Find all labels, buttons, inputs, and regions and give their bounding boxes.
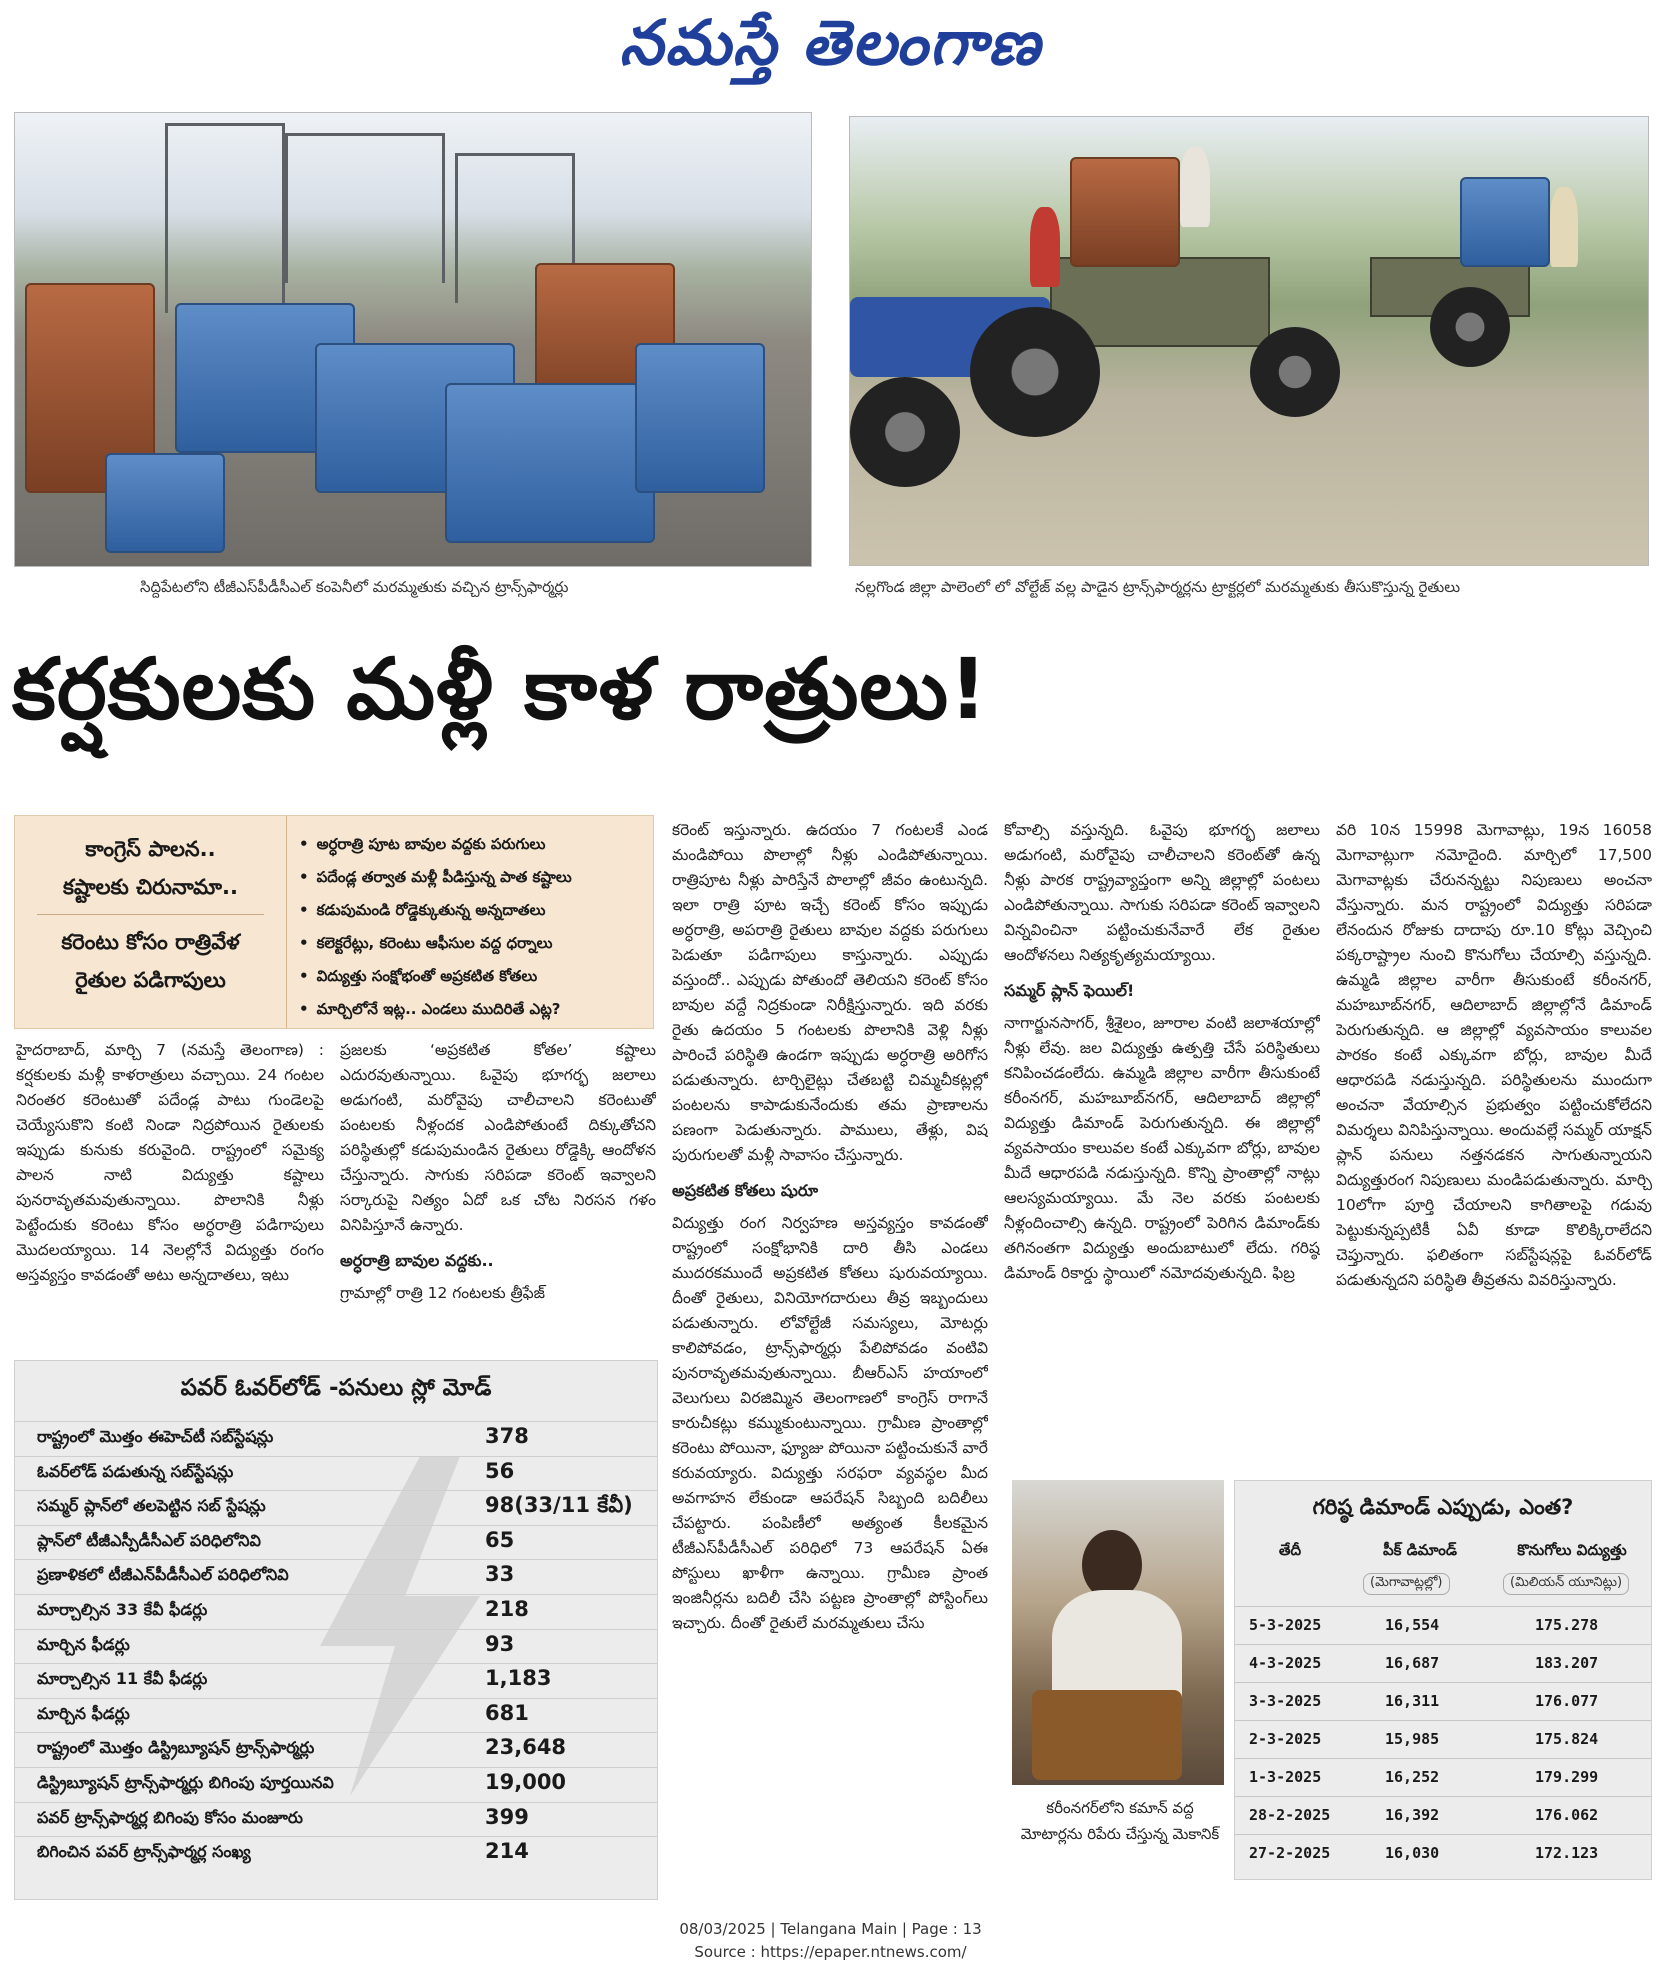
transformer-shape [445,383,655,543]
highlight-line: కష్టాలకు చిరునామా.. [63,875,238,899]
subheading: అర్ధరాత్రి బావుల వద్దకు.. [340,1251,494,1270]
table-row [15,1525,657,1560]
table-row [1235,1758,1651,1796]
cell-purchase: 183.207 [1535,1654,1599,1672]
farmer-figure [1030,207,1060,287]
row-value: 93 [485,1631,515,1656]
article-text: నాగార్జునసాగర్, శ్రీశైలం, జూరాల వంటి జలాశయాల్లో నీళ్లు లేవు. జల విద్యుత్తు ఉత్పత్తి చేసే పరిస్థితులు కనిపించడంలేదు. ఉమ్మడి జిల్లాల వారీగా తీసుకుంటే కరీంనగర్, మహబూబ్‌నగర్, ఆదిలాబాద్ జిల్లాల్లో విద్యుత్తు డిమాండ్ పెరుగుతున్నది. ఈ జిల్లాల్లో వ్యవసాయం కాలువల కంటే ఎక్కువగా బోర్లు, బావుల మీదే ఆధారపడి నడుస్తున్నది. కొన్ని ప్రాంతాల్లో నాట్లు ఆలస్యమయ్యాయి. మే నెల వరకు పంటలకు నీళ్లందించాల్సి ఉన్నది. రాష్ట్రంలో పెరిగిన డిమాండ్‌కు తగినంతగా విద్యుత్తు అందుబాటులో లేదు. గరిష్ఠ డిమాండ్ రికార్డు స్థాయిలో నమోదవుతున్నది. ఫిబ్ర [1004,1014,1320,1282]
row-value: 65 [485,1527,515,1552]
row-value: 214 [485,1839,529,1864]
photo-caption-right: నల్లగొండ జిల్లా పాలెంలో లో వోల్టేజ్ వల్ల పాడైన ట్రాన్స్‌ఫార్మర్లను ట్రాక్టర్లలో మరమ్మతుకు తీసుకొస్తున్న రైతులు [855,578,1461,596]
wheel-shape [970,307,1100,437]
column-unit-purchase: (మిలియన్ యూనిట్లు) [1503,1573,1629,1595]
row-label: ఓవర్‌లోడ్ పడుతున్న సబ్‌స్టేషన్లు [37,1461,234,1481]
highlight-line: కాంగ్రెస్ పాలన.. [85,837,216,861]
row-label: మార్చిన ఫీడర్లు [37,1703,130,1723]
article-column-4 [1004,818,1320,1458]
article-text: గ్రామాల్లో రాత్రి 12 గంటలకు త్రీఫేజ్ [340,1284,545,1302]
row-value: 399 [485,1804,529,1829]
table-row [1235,1682,1651,1720]
tower-shape [285,133,445,283]
table-row [1235,1606,1651,1644]
peak-demand-table [1234,1480,1652,1880]
bullet-item: • కలెక్టరేట్లు, కరెంటు ఆఫీసుల వద్ద ధర్నాలు [299,927,649,960]
substation-photo [14,112,812,567]
row-label: మార్చిన ఫీడర్లు [37,1634,130,1654]
cell-peak: 16,311 [1385,1692,1440,1710]
cell-purchase: 176.062 [1535,1806,1599,1824]
row-value: 33 [485,1562,515,1587]
row-value: 218 [485,1596,529,1621]
cell-purchase: 175.278 [1535,1616,1599,1634]
farmer-figure [1550,187,1578,267]
cell-peak: 16,392 [1385,1806,1440,1824]
row-value: 98(33/11 కేవీ) [485,1493,633,1518]
row-label: ప్రణాళికలో టీజీఎన్‌పీడీసీఎల్ పరిధిలోనివి [37,1565,289,1585]
footer-edition-line: 08/03/2025 | Telangana Main | Page : 13 [679,1920,982,1938]
cell-peak: 15,985 [1385,1730,1440,1748]
row-label: మార్చాల్సిన 33 కేవీ ఫీడర్లు [37,1599,208,1619]
table-row [15,1698,657,1733]
wheel-shape [1250,327,1340,417]
cell-date: 2-3-2025 [1249,1730,1322,1748]
highlight-box [14,815,654,1029]
highlight-line: కరెంటు కోసం రాత్రివేళ [61,930,240,954]
article-column-1 [16,1038,324,1348]
table-row [15,1732,657,1767]
transformer-shape [1460,177,1550,267]
cell-purchase: 176.077 [1535,1692,1599,1710]
bullet-item: • మార్చిలోనే ఇట్ల.. ఎండలు ముదిరితే ఎట్ల? [299,993,649,1026]
cell-date: 1-3-2025 [1249,1768,1322,1786]
column-header-date: తేదీ [1278,1541,1302,1559]
row-value: 378 [485,1424,529,1448]
article-text: ప్రజలకు ‘అప్రకటిత కోతల’ కష్టాలు ఎదురవుతున్నాయి. ఓవైపు భూగర్భ జలాలు అడుగంటి, మరోవైపు చాలీచాలని కరెంటుతో పంటలకు నీళ్లందక ఎండిపోతుంటే దిక్కుతోచని పరిస్థితుల్లో కడుపుమండిన రైతులు రోడ్డెక్కి ఆందోళన చేస్తున్నారు. సాగుకు సరిపడా కరెంట్ ఇవ్వాలని సర్కారుపై నిత్యం ఏదో ఒక చోట నిరసన గళం వినిపిస్తూనే ఉన్నారు. [340,1041,656,1234]
power-table-rows [15,1421,657,1871]
row-value: 1,183 [485,1666,552,1691]
footer-source-link[interactable]: Source : https://epaper.ntnews.com/ [694,1943,967,1961]
article-text: కరెంట్ ఇస్తున్నారు. ఉదయం 7 గంటలకే ఎండ మండిపోయి పొలాల్లో నీళ్లు ఎండిపోతున్నాయి. రాత్రిపూట నీళ్లు పారిస్తేనే పొలాల్లో జీవం ఉంటున్నది. ఇలా రాత్రి పూట ఇచ్చే కరెంట్ కోసం ఇప్పుడు అర్ధరాత్రి, అపరాత్రి రైతులు బావుల వద్దకు పరుగులు పెడుతూ పడిగాపులు కాస్తున్నారు. ఎప్పుడు వస్తుందో.. ఎప్పుడు పోతుందో తెలియని కరెంట్ కోసం బావుల వద్దే నిద్రకుండా నిరీక్షిస్తున్నారు. ఇది వరకు రైతు ఉదయం 5 గంటలకు పొలానికి వెళ్లి నీళ్లు పారించే పరిస్థితి ఉండగా ఇప్పుడు అర్ధరాత్రి అరిగోస పడుతున్నారు. టార్చిలైట్లు చేతబట్టి చిమ్మచీకట్లల్లో పంటలను కాపాడుకునేందుకు తమ ప్రాణాలను పణంగా పెడుతున్నారు. పాములు, తేళ్లు, విష పురుగులతో మళ్లీ సావాసం చేస్తున్నారు. [672,821,988,1164]
article-text: వరి 10న 15998 మెగావాట్లు, 19న 16058 మెగావాట్లుగా నమోదైంది. మార్చిలో 17,500 మెగావాట్లకు చేరునన్నట్టు నిపుణులు అంచనా వేస్తున్నారు. మన రాష్ట్రంలో విద్యుత్తు సరిపడా లేనందున రోజుకు దాదాపు రూ.10 కోట్లు వెచ్చించి పక్కరాష్ట్రాల నుంచి కొనుగోలు చేయాల్సి వస్తున్నది. ఉమ్మడి జిల్లాల వారీగా తీసుకుంటే కరీంనగర్, మహబూబ్‌నగర్, ఆదిలాబాద్ జిల్లాల్లోనే డిమాండ్ పెరుగుతున్నది. ఆ జిల్లాల్లో వ్యవసాయం కాలువల పారకం కంటే ఎక్కువగా బోర్లు, బావుల మీదే ఆధారపడి నడుస్తున్నది. పరిస్థితులను ముందుగా అంచనా వేయాల్సిన ప్రభుత్వం పట్టించుకోలేదని విమర్శలు వినిపిస్తున్నాయి. అందువల్లే సమ్మర్ యాక్షన్ ప్లాన్ పనులు నత్తనడకన సాగుతున్నాయని విద్యుత్తురంగ నిపుణులు మండిపడుతున్నారు. మార్చి 10లోగా పూర్తి చేయాలని కాగితాలపై గడువు పెట్టుకున్నప్పటికీ ఏవీ కూడా కొలిక్కిరాలేదని చెప్తున్నారు. ఫలితంగా సబ్‌స్టేషన్లపై ఓవర్‌లోడ్ పడుతున్నదని పరిస్థితి తీవ్రతను వివరిస్తున్నారు. [1336,821,1652,1289]
column-header-purchase: కొనుగోలు విద్యుత్తు [1517,1541,1627,1559]
article-column-5 [1336,818,1652,1458]
bullet-item: • అర్ధరాత్రి పూట బావుల వద్దకు పరుగులు [299,828,649,861]
table-row [15,1421,657,1456]
farmer-figure [1180,147,1210,227]
mechanic-caption: కరీంనగర్‌లోని కమాన్ వద్ద మోటార్లను రిపేరు చేస్తున్న మెకానిక్ [1020,1799,1220,1843]
cell-purchase: 175.824 [1535,1730,1599,1748]
cell-date: 28-2-2025 [1249,1806,1331,1824]
row-label: సమ్మర్ ప్లాన్‌లో తలపెట్టిన సబ్ స్టేషన్లు [37,1496,266,1516]
bullet-item: • కడుపుమండి రోడ్డెక్కుతున్న అన్నదాతలు [299,894,649,927]
column-header-peak: పీక్ డిమాండ్ [1382,1541,1458,1559]
row-label: రాష్ట్రంలో మొత్తం ఈహెచ్‌టీ సబ్‌స్టేషన్లు [37,1427,274,1446]
tower-shape [165,123,285,313]
table-row [1235,1644,1651,1682]
power-overload-table [14,1360,658,1900]
row-label: రాష్ట్రంలో మొత్తం డిస్ట్రిబ్యూషన్ ట్రాన్స్‌ఫార్మర్లు [37,1738,315,1758]
subheading: సమ్మర్ ప్లాన్ ఫెయిల్! [1004,981,1135,1000]
table-row [15,1836,657,1871]
row-value: 23,648 [485,1735,567,1760]
row-value: 681 [485,1700,529,1725]
cell-peak: 16,030 [1385,1844,1440,1862]
table-row [15,1594,657,1629]
cell-date: 5-3-2025 [1249,1616,1322,1634]
transformer-shape [105,453,225,553]
wheel-shape [850,377,960,487]
row-label: ప్లాన్‌లో టీజీఎస్పీడీసీఎల్ పరిధిలోనివి [37,1530,261,1550]
demand-table-title: గరిష్ఠ డిమాండ్ ఎప్పుడు, ఎంత? [1312,1495,1574,1519]
tractors-photo [849,116,1649,566]
transformer-shape [1070,157,1180,267]
bullet-item: • విద్యుత్తు సంక్షోభంతో అప్రకటిత కోతలు [299,960,649,993]
table-row [1235,1834,1651,1872]
cell-purchase: 172.123 [1535,1844,1599,1862]
table-row [15,1456,657,1491]
cell-peak: 16,687 [1385,1654,1440,1672]
row-label: మార్చాల్సిన 11 కేవీ ఫీడర్లు [37,1669,208,1689]
mechanic-photo [1012,1480,1224,1785]
bullet-item: • పదేండ్ల తర్వాత మళ్లీ పీడిస్తున్న పాత కష్టాలు [299,861,649,894]
article-column-2 [340,1038,656,1348]
article-column-3 [672,818,988,1903]
row-label: పవర్ ట్రాన్స్‌ఫార్మర్ల బిగింపు కోసం మంజూరు [37,1807,303,1827]
article-text: కోవాల్సి వస్తున్నది. ఓవైపు భూగర్భ జలాలు అడుగంటి, మరోవైపు చాలీచాలని కరెంట్‌తో ఉన్న నీళ్లు పారక రాష్ట్రవ్యాప్తంగా అన్ని జిల్లాల్లో పంటలు ఎండిపోతున్నాయి. సాగుకు సరిపడా కరెంట్ ఇవ్వాలని విన్నవించినా పట్టించుకునేవారే లేక రైతుల ఆందోళనలు నిత్యకృత్యమయ్యాయి. [1004,821,1320,964]
table-row [15,1663,657,1698]
motor-shape [1032,1690,1182,1780]
cell-date: 3-3-2025 [1249,1692,1322,1710]
highlight-bullets [299,828,649,1026]
highlight-summary [15,816,287,1028]
subheading: అప్రకటిత కోతలు షురూ [672,1181,819,1200]
table-row [15,1629,657,1664]
cell-purchase: 179.299 [1535,1768,1599,1786]
table-row [15,1767,657,1802]
wheel-shape [1430,287,1510,367]
table-row [1235,1796,1651,1834]
cell-date: 4-3-2025 [1249,1654,1322,1672]
table-row [1235,1720,1651,1758]
masthead-logo: నమస్తే తెలంగాణ [619,6,1042,79]
row-value: 19,000 [485,1769,567,1794]
divider [37,914,264,915]
power-table-title: పవర్ ఓవర్‌లోడ్ -పనులు స్లో మోడ్ [180,1375,492,1401]
table-row [15,1559,657,1594]
cell-peak: 16,252 [1385,1768,1440,1786]
cell-date: 27-2-2025 [1249,1844,1331,1862]
article-text: విద్యుత్తు రంగ నిర్వహణ అస్తవ్యస్తం కావడంతో రాష్ట్రంలో సంక్షోభానికి దారి తీసి ఎండలు ముదరకముందే అప్రకటిత కోతలు షురువయ్యాయి. దీంతో రైతులు, వినియోగదారులు తీవ్ర ఇబ్బందులు పడుతున్నారు. లోవోల్టేజీ సమస్యలు, మోటర్లు కాలిపోవడం, ట్రాన్స్‌ఫార్మర్లు పేలిపోవడం వంటివి పునరావృతమవుతున్నాయి. బీఆర్‌ఎస్ హయాంలో వెలుగులు విరజిమ్మిన తెలంగాణలో కాంగ్రెస్ రాగానే కారుచీకట్లు కమ్ముకుంటున్నాయి. గ్రామీణ ప్రాంతాల్లో కరెంటు పోయినా, ఫ్యూజు పోయినా పట్టించుకునే వారే కరువయ్యారు. విద్యుత్తు సరఫరా వ్యవస్థల మీద అవగాహన లేకుండా ఆపరేషన్ సిబ్బంది బదిలీలు చేపట్టారు. పంపిణీలో అత్యంత కీలకమైన టీజీఎస్‌పీడీసీఎల్ పరిధిలో 73 ఆపరేషన్ ఏఈ పోస్టులు ఖాళీగా ఉన్నాయి. గ్రామీణ ప్రాంత ఇంజినీర్లను బదిలీ చేసి పట్టణ ప్రాంతాల్లో పోస్టింగ్‌లు ఇచ్చారు. దీంతో రైతులే మరమ్మతులు చేసు [672,1214,988,1632]
table-row [15,1802,657,1837]
row-label: డిస్ట్రిబ్యూషన్ ట్రాన్స్‌ఫార్మర్లు బిగింపు పూర్తయినవి [37,1772,334,1792]
row-value: 56 [485,1458,515,1483]
transformer-shape [635,343,765,493]
highlight-line: రైతుల పడిగాపులు [75,968,226,992]
cell-peak: 16,554 [1385,1616,1440,1634]
main-headline: కర్షకులకు మళ్లీ కాళ రాత్రులు! [12,640,989,738]
column-unit-peak: (మెగావాట్లల్లో) [1363,1573,1450,1595]
row-label: బిగించిన పవర్ ట్రాన్స్‌ఫార్మర్ల సంఖ్య [37,1842,251,1862]
table-row [15,1490,657,1525]
article-text: హైదరాబాద్, మార్చి 7 (నమస్తే తెలంగాణ) : కర్షకులకు మళ్లీ కాళరాత్రులు వచ్చాయి. 24 గంటల నిరంతర కరెంటుతో పదేండ్ల పాటు గుండెలపై చెయ్యేసుకొని కంటి నిండా నిద్రపోయిన రైతులకు ఇప్పుడు కునుకు కరువైంది. రాష్ట్రంలో సమైక్య పాలన నాటి విద్యుత్తు కష్టాలు పునరావృతమవుతున్నాయి. పొలానికి నీళ్లు పెట్టేందుకు కరెంటు కోసం అర్ధరాత్రి పడిగాపులు మొదలయ్యాయి. 14 నెలల్లోనే విద్యుత్తు రంగం అస్తవ్యస్తం కావడంతో అటు అన్నదాతలు, ఇటు [16,1041,324,1284]
photo-caption-left: సిద్దిపేటలోని టీజీఎస్‌పీడీసీఎల్ కంపెనీలో మరమ్మతుకు వచ్చిన ట్రాన్స్‌ఫార్మర్లు [140,578,569,596]
